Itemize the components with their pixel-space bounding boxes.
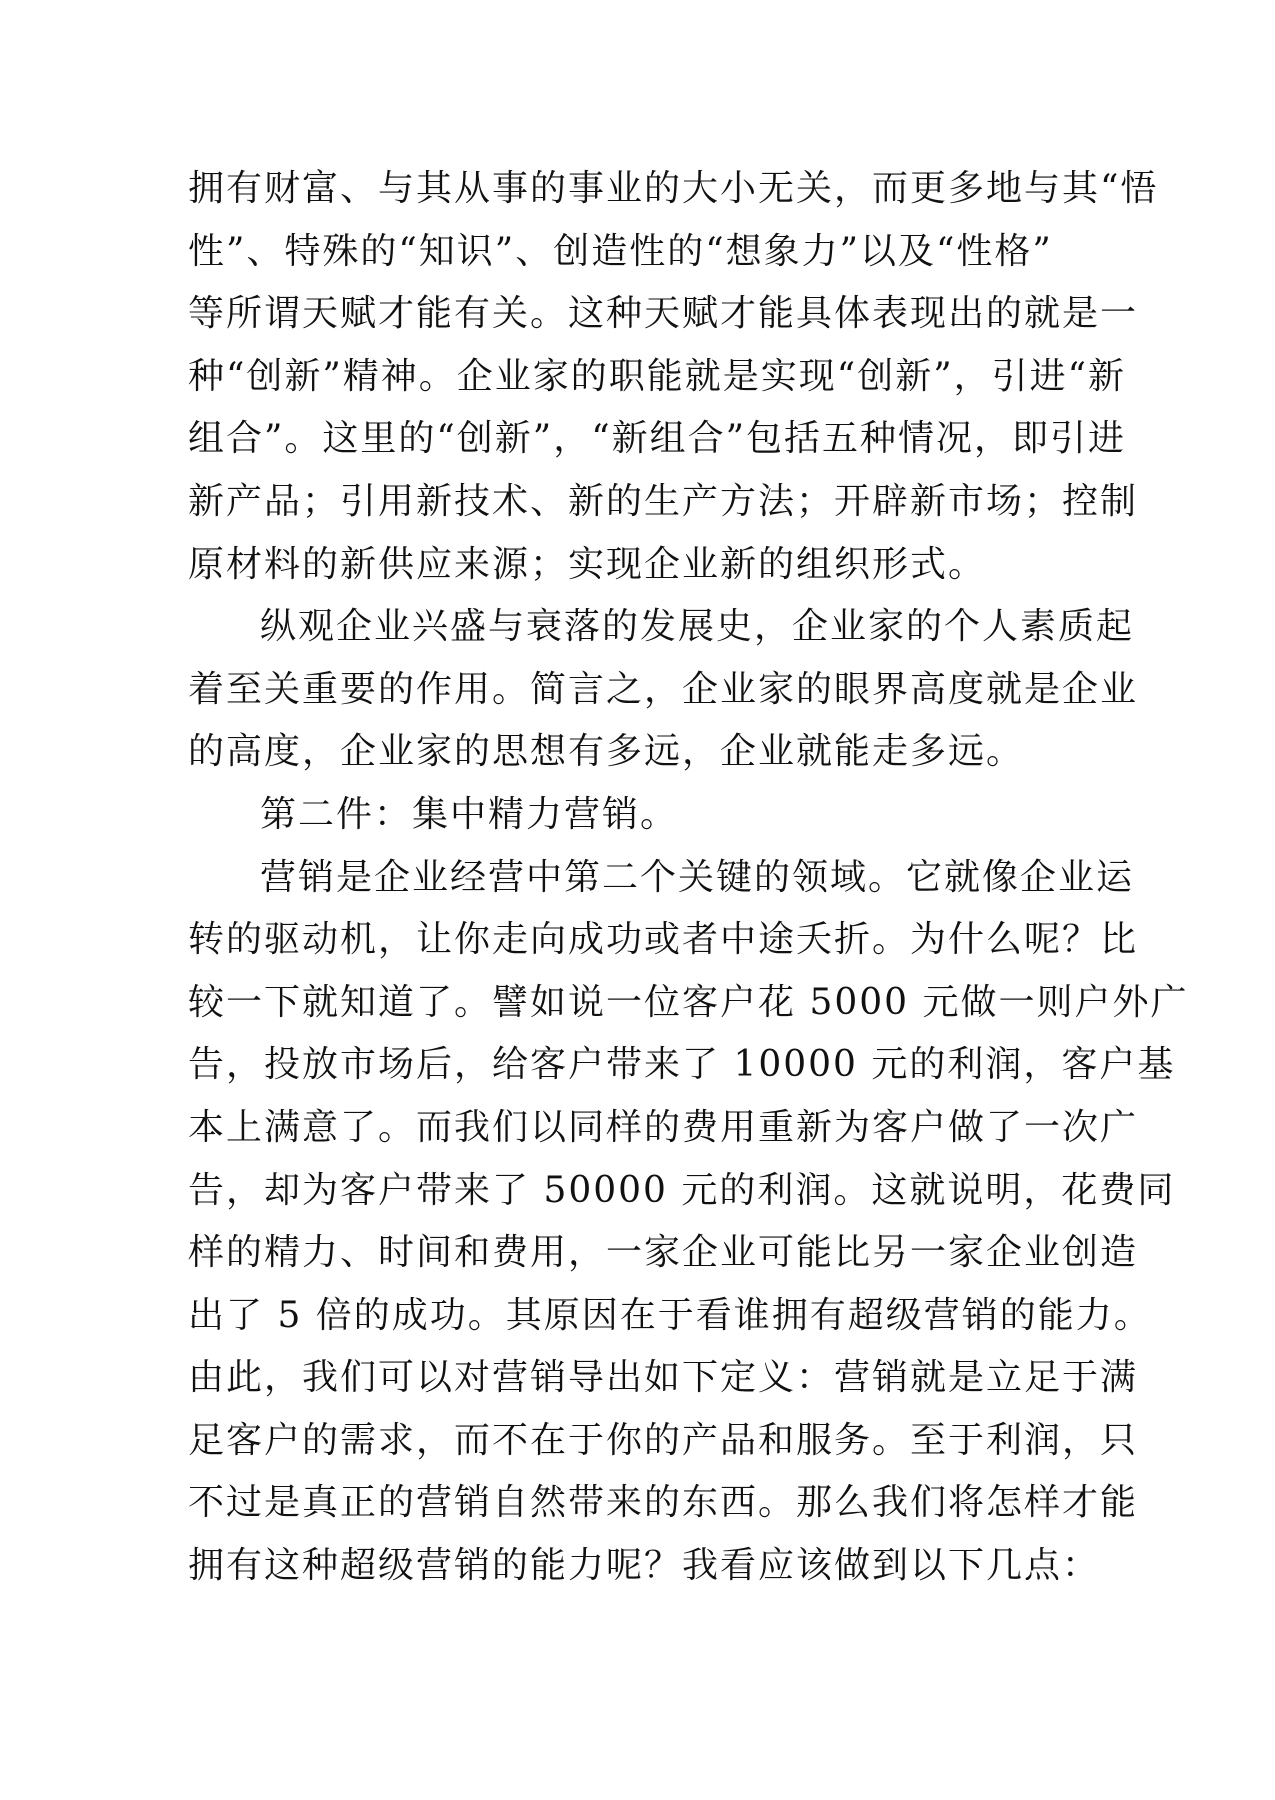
text-line: 足客户的需求，而不在于你的产品和服务。至于利润，只 xyxy=(188,1419,1139,1461)
text-line: 新产品；引用新技术、新的生产方法；开辟新市场；控制 xyxy=(188,480,1139,522)
text-line: 等所谓天赋才能有关。这种天赋才能具体表现出的就是一 xyxy=(188,293,1139,335)
text-line: 告，投放市场后，给客户带来了 10000 元的利润，客户基 xyxy=(188,1044,1176,1086)
text-line: 原材料的新供应来源；实现企业新的组织形式。 xyxy=(188,543,987,585)
text-line: 营销是企业经营中第二个关键的领域。它就像企业运 xyxy=(260,856,1135,898)
text-line: 的高度，企业家的思想有多远，企业就能走多远。 xyxy=(188,731,1025,773)
text-line: 着至关重要的作用。简言之，企业家的眼界高度就是企业 xyxy=(188,668,1139,710)
text-line: 较一下就知道了。譬如说一位客户花 5000 元做一则户外广 xyxy=(188,981,1189,1023)
text-line: 第二件：集中精力营销。 xyxy=(260,793,679,835)
text-line: 告，却为客户带来了 50000 元的利润。这就说明，花费同 xyxy=(188,1169,1176,1211)
text-line: 本上满意了。而我们以同样的费用重新为客户做了一次广 xyxy=(188,1106,1139,1148)
text-line: 由此，我们可以对营销导出如下定义：营销就是立足于满 xyxy=(188,1357,1139,1399)
text-line: 转的驱动机，让你走向成功或者中途夭折。为什么呢？比 xyxy=(188,919,1139,961)
text-line: 拥有这种超级营销的能力呢？我看应该做到以下几点： xyxy=(188,1545,1101,1587)
text-line: 样的精力、时间和费用，一家企业可能比另一家企业创造 xyxy=(188,1232,1139,1274)
text-line: 纵观企业兴盛与衰落的发展史，企业家的个人素质起 xyxy=(260,606,1135,648)
text-line: 种“创新”精神。企业家的职能就是实现“创新”，引进“新 xyxy=(188,355,1127,397)
text-line: 性”、特殊的“知识”、创造性的“想象力”以及“性格” xyxy=(188,230,1053,272)
text-line: 出了 5 倍的成功。其原因在于看谁拥有超级营销的能力。 xyxy=(188,1294,1152,1336)
text-line: 拥有财富、与其从事的事业的大小无关，而更多地与其“悟 xyxy=(188,168,1159,209)
text-line: 不过是真正的营销自然带来的东西。那么我们将怎样才能 xyxy=(188,1482,1139,1524)
body-text xyxy=(188,158,1189,1598)
text-line: 组合”。这里的“创新”，“新组合”包括五种情况，即引进 xyxy=(188,418,1127,460)
